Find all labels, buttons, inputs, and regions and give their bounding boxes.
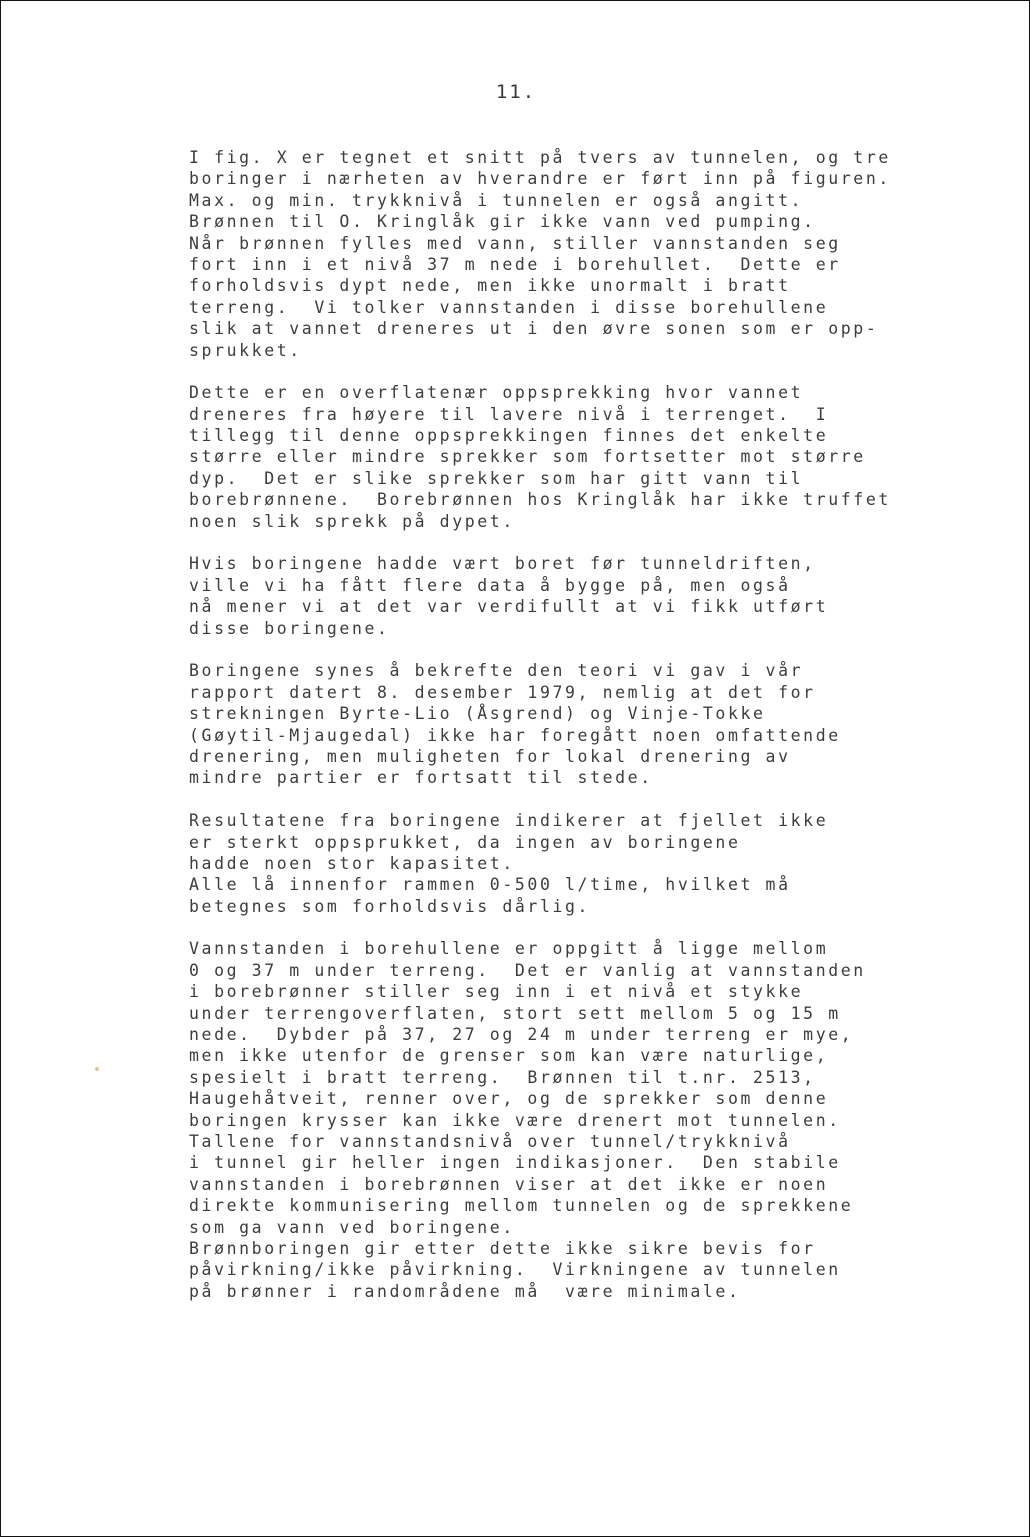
paragraph-results — [189, 810, 989, 917]
text-line: rapport datert 8. desember 1979, nemlig at det for — [189, 682, 816, 702]
text-line: dreneres fra høyere til lavere nivå i terrenget. I — [189, 404, 829, 424]
text-line: direkte kommunisering mellom tunnelen og de sprekkene — [189, 1196, 854, 1216]
text-line: som ga vann ved boringene. — [189, 1217, 515, 1237]
text-line: ville vi ha fått flere data å bygge på, men også — [189, 575, 791, 595]
text-line: fort inn i et nivå 37 m nede i borehullet. Dette er — [189, 254, 841, 274]
text-line: Alle lå innenfor rammen 0-500 l/time, hvilket må — [189, 875, 791, 895]
text-line: Når brønnen fylles med vann, stiller vannstanden seg — [189, 233, 841, 253]
text-line: slik at vannet dreneres ut i den øvre sonen som er opp- — [189, 319, 879, 339]
text-line: på brønner i randområdene må være minimale. — [189, 1281, 741, 1301]
text-line: strekningen Byrte-Lio (Åsgrend) og Vinje-Tokke — [189, 704, 766, 724]
text-line: I fig. X er tegnet et snitt på tvers av tunnelen, og tre — [189, 148, 891, 167]
paragraph-theory — [189, 660, 989, 788]
text-line: Brønnen til O. Kringlåk gir ikke vann ved pumping. — [189, 212, 816, 232]
text-line: Tallene for vannstandsnivå over tunnel/trykknivå — [189, 1131, 791, 1151]
paragraph-fracturing — [189, 382, 989, 532]
body-text — [189, 147, 989, 1323]
text-line: forholdsvis dypt nede, men ikke unormalt i bratt — [189, 276, 791, 296]
text-line: noen slik sprekk på dypet. — [189, 511, 515, 531]
text-line: nå mener vi at det var verdifullt at vi fikk utført — [189, 597, 829, 617]
text-line: Boringene synes å bekrefte den teori vi gav i vår — [189, 661, 804, 681]
page-number: 11. — [495, 81, 537, 103]
text-line: i tunnel gir heller ingen indikasjoner. Den stabile — [189, 1153, 841, 1173]
text-line: boringen krysser kan ikke være drenert mot tunnelen. — [189, 1110, 841, 1130]
text-line: Max. og min. trykknivå i tunnelen er også angitt. — [189, 190, 804, 210]
text-line: er sterkt oppsprukket, da ingen av boringene — [189, 832, 741, 852]
text-line: hadde noen stor kapasitet. — [189, 853, 515, 873]
text-line: boringer i nærheten av hverandre er ført inn på figuren. — [189, 169, 891, 189]
text-line: Brønnboringen gir etter dette ikke sikre bevis for — [189, 1238, 816, 1258]
paragraph-drilling-timing — [189, 553, 989, 639]
text-line: større eller mindre sprekker som fortsetter mot større — [189, 447, 866, 467]
text-line: sprukket. — [189, 340, 302, 360]
text-line: tillegg til denne oppsprekkingen finnes det enkelte — [189, 426, 829, 446]
text-line: drenering, men muligheten for lokal drenering av — [189, 746, 791, 766]
text-line: vannstanden i borebrønnen viser at det ikke er noen — [189, 1174, 829, 1194]
text-line: betegnes som forholdsvis dårlig. — [189, 896, 591, 916]
paper-speck — [95, 1067, 99, 1071]
text-line: dyp. Det er slike sprekker som har gitt vann til — [189, 468, 804, 488]
paragraph-water-level — [189, 938, 989, 1302]
text-line: spesielt i bratt terreng. Brønnen til t.nr. 2513, — [189, 1067, 816, 1087]
text-line: Resultatene fra boringene indikerer at fjellet ikke — [189, 811, 829, 831]
text-line: 0 og 37 m under terreng. Det er vanlig at vannstanden — [189, 960, 866, 980]
text-line: mindre partier er fortsatt til stede. — [189, 768, 653, 788]
text-line: Hvis boringene hadde vært boret før tunneldriften, — [189, 554, 816, 574]
text-line: Dette er en overflatenær oppsprekking hvor vannet — [189, 383, 804, 403]
text-line: (Gøytil-Mjaugedal) ikke har foregått noen omfattende — [189, 725, 841, 745]
text-line: terreng. Vi tolker vannstanden i disse borehullene — [189, 297, 829, 317]
text-line: borebrønnene. Borebrønnen hos Kringlåk har ikke truffet — [189, 490, 891, 510]
text-line: under terrengoverflaten, stort sett mellom 5 og 15 m — [189, 1003, 841, 1023]
paragraph-tunnel-section — [189, 147, 989, 361]
text-line: disse boringene. — [189, 618, 390, 638]
text-line: men ikke utenfor de grenser som kan være naturlige, — [189, 1046, 829, 1066]
text-line: nede. Dybder på 37, 27 og 24 m under terreng er mye, — [189, 1025, 854, 1045]
text-line: Haugehåtveit, renner over, og de sprekker som denne — [189, 1089, 829, 1109]
text-line: Vannstanden i borehullene er oppgitt å ligge mellom — [189, 939, 829, 959]
text-line: i borebrønner stiller seg inn i et nivå et stykke — [189, 982, 804, 1002]
text-line: påvirkning/ikke påvirkning. Virkningene av tunnelen — [189, 1260, 841, 1280]
